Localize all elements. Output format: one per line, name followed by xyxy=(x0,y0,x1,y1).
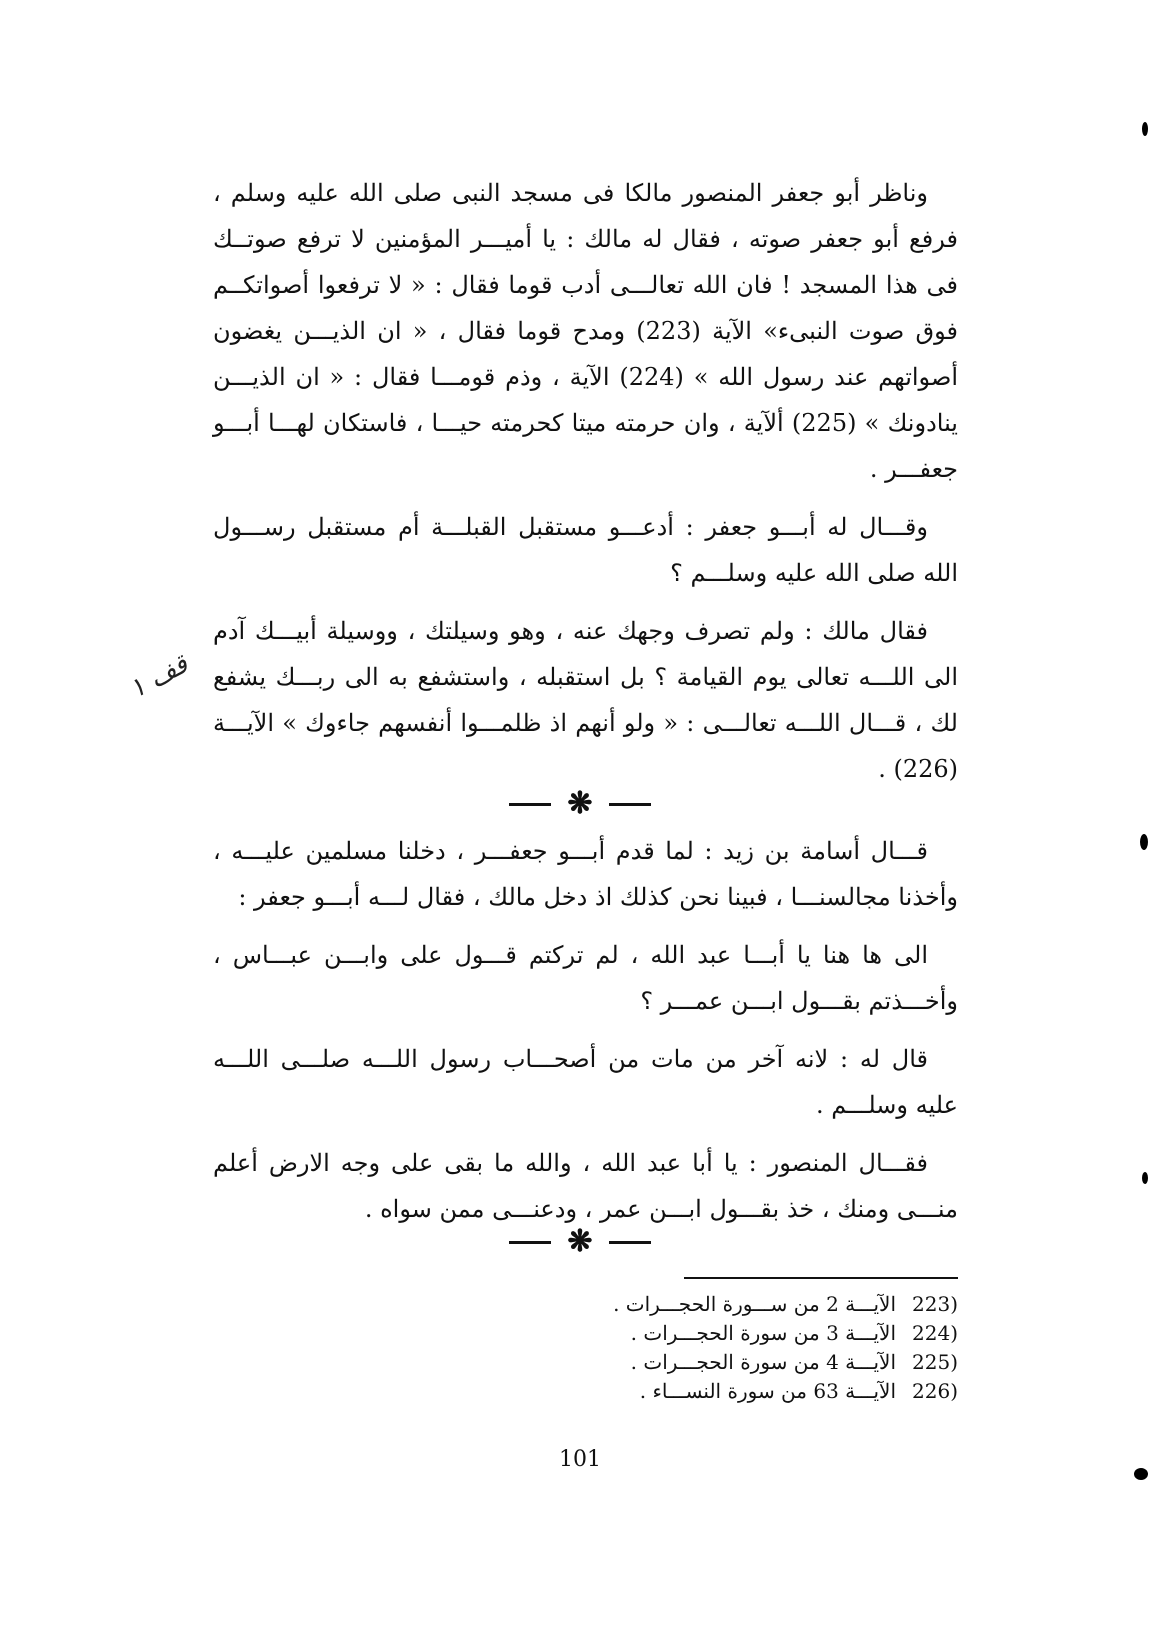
footnote-item xyxy=(540,1348,958,1377)
handwritten-margin-note: قف ١ xyxy=(124,649,194,705)
paragraph: فقال مالك : ولم تصرف وجهك عنه ، وهو وسيلتك ، ووسيلة أبيـــك آدم الى اللـــه تعالى يوم القيامة ؟ بل استقبله ، واستشفع به الى ربـــك يشفع لك ، قـــال اللـــه تعالـــى : « ولو أنهم اذ ظلمـــوا أنفسهم جاءوك » الآيـــة (226) . xyxy=(213,617,958,783)
divider-star-icon: ❋ xyxy=(567,1224,593,1259)
footnotes xyxy=(540,1290,958,1406)
footnote-item xyxy=(540,1319,958,1348)
main-text-bottom xyxy=(213,828,958,1244)
scan-speck xyxy=(1140,834,1148,850)
divider-dash xyxy=(609,1241,651,1244)
scan-speck xyxy=(1142,122,1148,136)
divider-star-icon: ❋ xyxy=(567,786,593,821)
footnote-item xyxy=(540,1377,958,1406)
divider-dash xyxy=(509,1241,551,1244)
paragraph: وقـــال له أبـــو جعفر : أدعـــو مستقبل القبلـــة أم مستقبل رســـول الله صلى الله عليه وسلـــم ؟ xyxy=(213,513,958,587)
footnote-text: الآيـــة 63 من سورة النســـاء . xyxy=(639,1379,896,1403)
footnote-text: الآيـــة 2 من ســـورة الحجـــرات . xyxy=(613,1292,896,1316)
footnote-number: (223 xyxy=(912,1292,958,1316)
divider-dash xyxy=(509,803,551,806)
footnote-number: (226 xyxy=(912,1379,958,1403)
paragraph: فقـــال المنصور : يا أبا عبد الله ، والله ما بقى على وجه الارض أعلم منـــى ومنك ، خذ بقـــول ابـــن عمر ، ودعنـــى ممن سواه . xyxy=(213,1149,958,1223)
paragraph: الى ها هنا يا أبـــا عبد الله ، لم تركتم قـــول على وابـــن عبـــاس ، وأخـــذتم بقـــول ابـــن عمـــر ؟ xyxy=(213,941,958,1015)
footnote-text: الآيـــة 4 من سورة الحجـــرات . xyxy=(630,1350,896,1374)
footnote-text: الآيـــة 3 من سورة الحجـــرات . xyxy=(630,1321,896,1345)
divider-dash xyxy=(609,803,651,806)
paragraph: وناظر أبو جعفر المنصور مالكا فى مسجد النبى صلى الله عليه وسلم ، فرفع أبو جعفر صوته ، فقال له مالك : يا أميـــر المؤمنين لا ترفع صوتــك فى هذا المسجد ! فان الله تعالـــى أدب قوما فقال : « لا ترفعوا أصواتكــم فوق صوت النبىء» الآية (223) ومدح قوما فقال ، « ان الذيـــن يغضون أصواتهم عند رسول الله » (224) الآية ، وذم قومـــا فقال : « ان الذيـــن ينادونك » (225) ألآية ، وان حرمته ميتا كحرمته حيـــا ، فاستكان لهـــا أبـــو جعفـــر . xyxy=(213,179,958,483)
footnote-rule xyxy=(684,1277,958,1279)
paragraph: قال له : لانه آخر من مات من أصحـــاب رسول اللـــه صلـــى اللـــه عليه وسلـــم . xyxy=(213,1045,958,1119)
section-divider xyxy=(480,1222,680,1262)
footnote-number: (225 xyxy=(912,1350,958,1374)
footnote-item xyxy=(540,1290,958,1319)
paragraph: قـــال أسامة بن زيد : لما قدم أبـــو جعفـــر ، دخلنا مسلمين عليـــه ، وأخذنا مجالسنـــا ، فبينا نحن كذلك اذ دخل مالك ، فقال لـــه أبـــو جعفر : xyxy=(213,837,958,911)
section-divider xyxy=(480,784,680,824)
scan-speck xyxy=(1134,1468,1148,1480)
footnote-number: (224 xyxy=(912,1321,958,1345)
scan-speck xyxy=(1142,1172,1148,1184)
page-number: 101 xyxy=(559,1447,601,1472)
main-text-top xyxy=(213,170,958,804)
